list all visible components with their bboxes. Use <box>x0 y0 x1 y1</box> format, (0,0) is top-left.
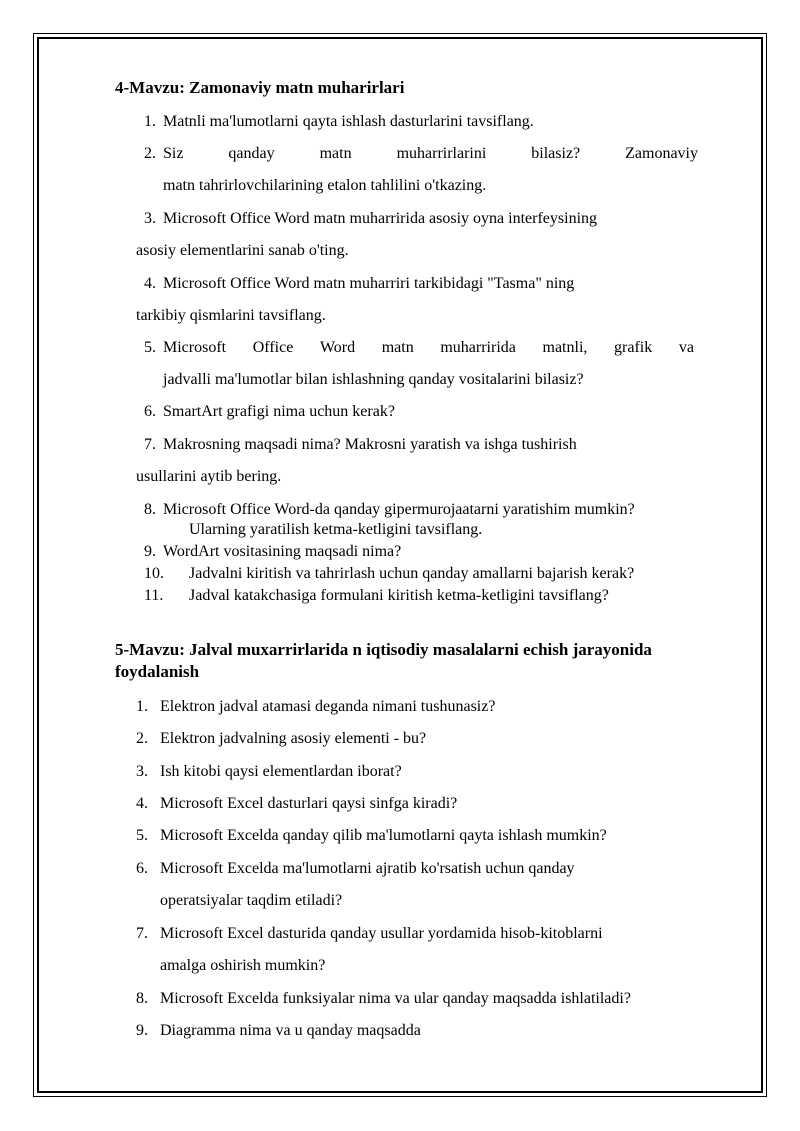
word: Siz <box>163 145 184 162</box>
s4-item-6-number: 6. <box>144 403 156 420</box>
word: qanday <box>228 145 275 162</box>
s4-item-1-text: Matnli ma'lumotlarni qayta ishlash dasturlarini tavsiflang. <box>163 113 534 130</box>
word: Zamonaviy <box>625 145 698 162</box>
s4-item-6-text: SmartArt grafigi nima uchun kerak? <box>163 403 395 420</box>
s4-item-2-number: 2. <box>144 145 156 162</box>
s4-item-7-line-1: Makrosning maqsadi nima? Makrosni yaratish va ishga tushirish <box>163 436 577 453</box>
s5-item-6-number: 6. <box>136 860 148 877</box>
word: muharrirlarini <box>396 145 487 162</box>
word: bilasiz? <box>531 145 581 162</box>
s4-item-5-line-2: jadvalli ma'lumotlar bilan ishlashning qanday vositalarini bilasiz? <box>163 371 584 388</box>
s4-item-11-number: 11. <box>144 587 164 604</box>
s5-item-7-line-2: amalga oshirish mumkin? <box>160 957 326 974</box>
s4-item-9-text: WordArt vositasining maqsadi nima? <box>163 543 402 560</box>
s4-item-4-number: 4. <box>144 275 156 292</box>
s5-item-2-text: Elektron jadvalning asosiy elementi - bu? <box>160 730 427 747</box>
s5-item-8-number: 8. <box>136 990 148 1007</box>
s4-item-10-text: Jadvalni kiritish va tahrirlash uchun qanday amallarni bajarish kerak? <box>189 565 635 582</box>
s5-item-3-number: 3. <box>136 763 148 780</box>
word: muharririda <box>440 339 516 356</box>
word: Microsoft <box>163 339 227 356</box>
s5-item-4-text: Microsoft Excel dasturlari qaysi sinfga kiradi? <box>160 795 458 812</box>
s5-item-1-number: 1. <box>136 698 148 715</box>
s5-item-5-number: 5. <box>136 827 148 844</box>
s5-item-3-text: Ish kitobi qaysi elementlardan iborat? <box>160 763 402 780</box>
section-4-title: 4-Mavzu: Zamonaviy matn muharirlari <box>115 78 405 97</box>
s4-item-8-number: 8. <box>144 501 156 518</box>
word: va <box>678 339 694 356</box>
s4-item-7-number: 7. <box>144 436 156 453</box>
section-5-title-line-2: foydalanish <box>115 662 200 681</box>
s4-item-5-number: 5. <box>144 339 156 356</box>
s5-item-9-text: Diagramma nima va u qanday maqsadda <box>160 1022 421 1039</box>
section-5-title-line-1: 5-Mavzu: Jalval muxarrirlarida n iqtisodiy masalalarni echish jarayonida <box>115 640 652 659</box>
s5-item-9-number: 9. <box>136 1022 148 1039</box>
s5-item-7-line-1: Microsoft Excel dasturida qanday usullar yordamida hisob-kitoblarni <box>160 925 603 942</box>
s4-item-8-line-1: Microsoft Office Word-da qanday gipermurojaatarni yaratishim mumkin? <box>163 501 635 518</box>
s4-item-3-line-2: asosiy elementlarini sanab o'ting. <box>136 242 349 259</box>
s4-item-3-number: 3. <box>144 210 156 227</box>
s4-item-1-number: 1. <box>144 113 156 130</box>
word: Office <box>252 339 294 356</box>
word: grafik <box>614 339 653 356</box>
s4-item-7-line-2: usullarini aytib bering. <box>136 468 282 485</box>
s4-item-5-line-1 <box>163 338 694 358</box>
s5-item-8-text: Microsoft Excelda funksiyalar nima va ular qanday maqsadda ishlatiladi? <box>160 990 631 1007</box>
s5-item-1-text: Elektron jadval atamasi deganda nimani tushunasiz? <box>160 698 496 715</box>
s4-item-2-line-1 <box>163 144 698 164</box>
s4-item-11-text: Jadval katakchasiga formulani kiritish ketma-ketligini tavsiflang? <box>189 587 609 604</box>
s4-item-2-line-2: matn tahrirlovchilarining etalon tahlilini o'tkazing. <box>163 177 487 194</box>
s4-item-8-line-2: Ularning yaratilish ketma-ketligini tavsiflang. <box>189 521 483 538</box>
s5-item-7-number: 7. <box>136 925 148 942</box>
word: matn <box>381 339 414 356</box>
word: matn <box>319 145 352 162</box>
s4-item-4-line-1: Microsoft Office Word matn muharriri tarkibidagi "Tasma" ning <box>163 275 575 292</box>
s5-item-5-text: Microsoft Excelda qanday qilib ma'lumotlarni qayta ishlash mumkin? <box>160 827 607 844</box>
s4-item-10-number: 10. <box>144 565 164 582</box>
s4-item-9-number: 9. <box>144 543 156 560</box>
s4-item-3-line-1: Microsoft Office Word matn muharririda asosiy oyna interfeysining <box>163 210 598 227</box>
s5-item-6-line-1: Microsoft Excelda ma'lumotlarni ajratib ko'rsatish uchun qanday <box>160 860 575 877</box>
s4-item-4-line-2: tarkibiy qismlarini tavsiflang. <box>136 307 326 324</box>
word: Word <box>319 339 356 356</box>
s5-item-6-line-2: operatsiyalar taqdim etiladi? <box>160 892 343 909</box>
s5-item-2-number: 2. <box>136 730 148 747</box>
word: matnli, <box>542 339 588 356</box>
s5-item-4-number: 4. <box>136 795 148 812</box>
